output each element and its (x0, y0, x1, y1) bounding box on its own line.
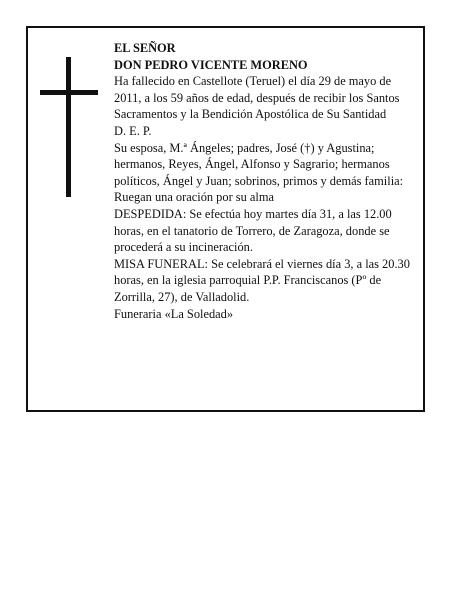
cross-vertical-bar (66, 57, 71, 197)
prayer-request: Ruegan una oración por su alma (114, 190, 274, 205)
cross-horizontal-bar (40, 90, 98, 95)
obituary-notice (26, 26, 425, 412)
notice-text (114, 40, 420, 322)
funeral-home: Funeraria «La Soledad» (114, 306, 234, 321)
funeral-mass-details: MISA FUNERAL: Se celebrará el viernes día 3, a las 20.30 horas, en la iglesia parroquial P.P. Franciscanos (Pº de Zorrilla, 27), de Valladolid. (114, 256, 410, 304)
deceased-name: DON PEDRO VICENTE MORENO (114, 57, 308, 72)
farewell-details: DESPEDIDA: Se efectúa hoy martes día 31, a las 12.00 horas, en el tanatorio de Torrero, de Zaragoza, donde se procederá a su incineración. (114, 206, 392, 255)
death-announcement: Ha fallecido en Castellote (Teruel) el día 29 de mayo de 2011, a los 59 años de edad, después de recibir los Santos Sacramentos y la Bendición Apostólica de Su Santidad (114, 74, 400, 122)
cross-icon (40, 57, 100, 197)
notice-title: EL SEÑOR (114, 41, 176, 55)
family-list: Su esposa, M.ª Ángeles; padres, José (†) y Agustina; hermanos, Reyes, Ángel, Alfonso y Sagrario; hermanos políticos, Ángel y Juan; sobrinos, primos y demás familia: (114, 140, 404, 188)
rest-in-peace: D. E. P. (114, 123, 152, 138)
